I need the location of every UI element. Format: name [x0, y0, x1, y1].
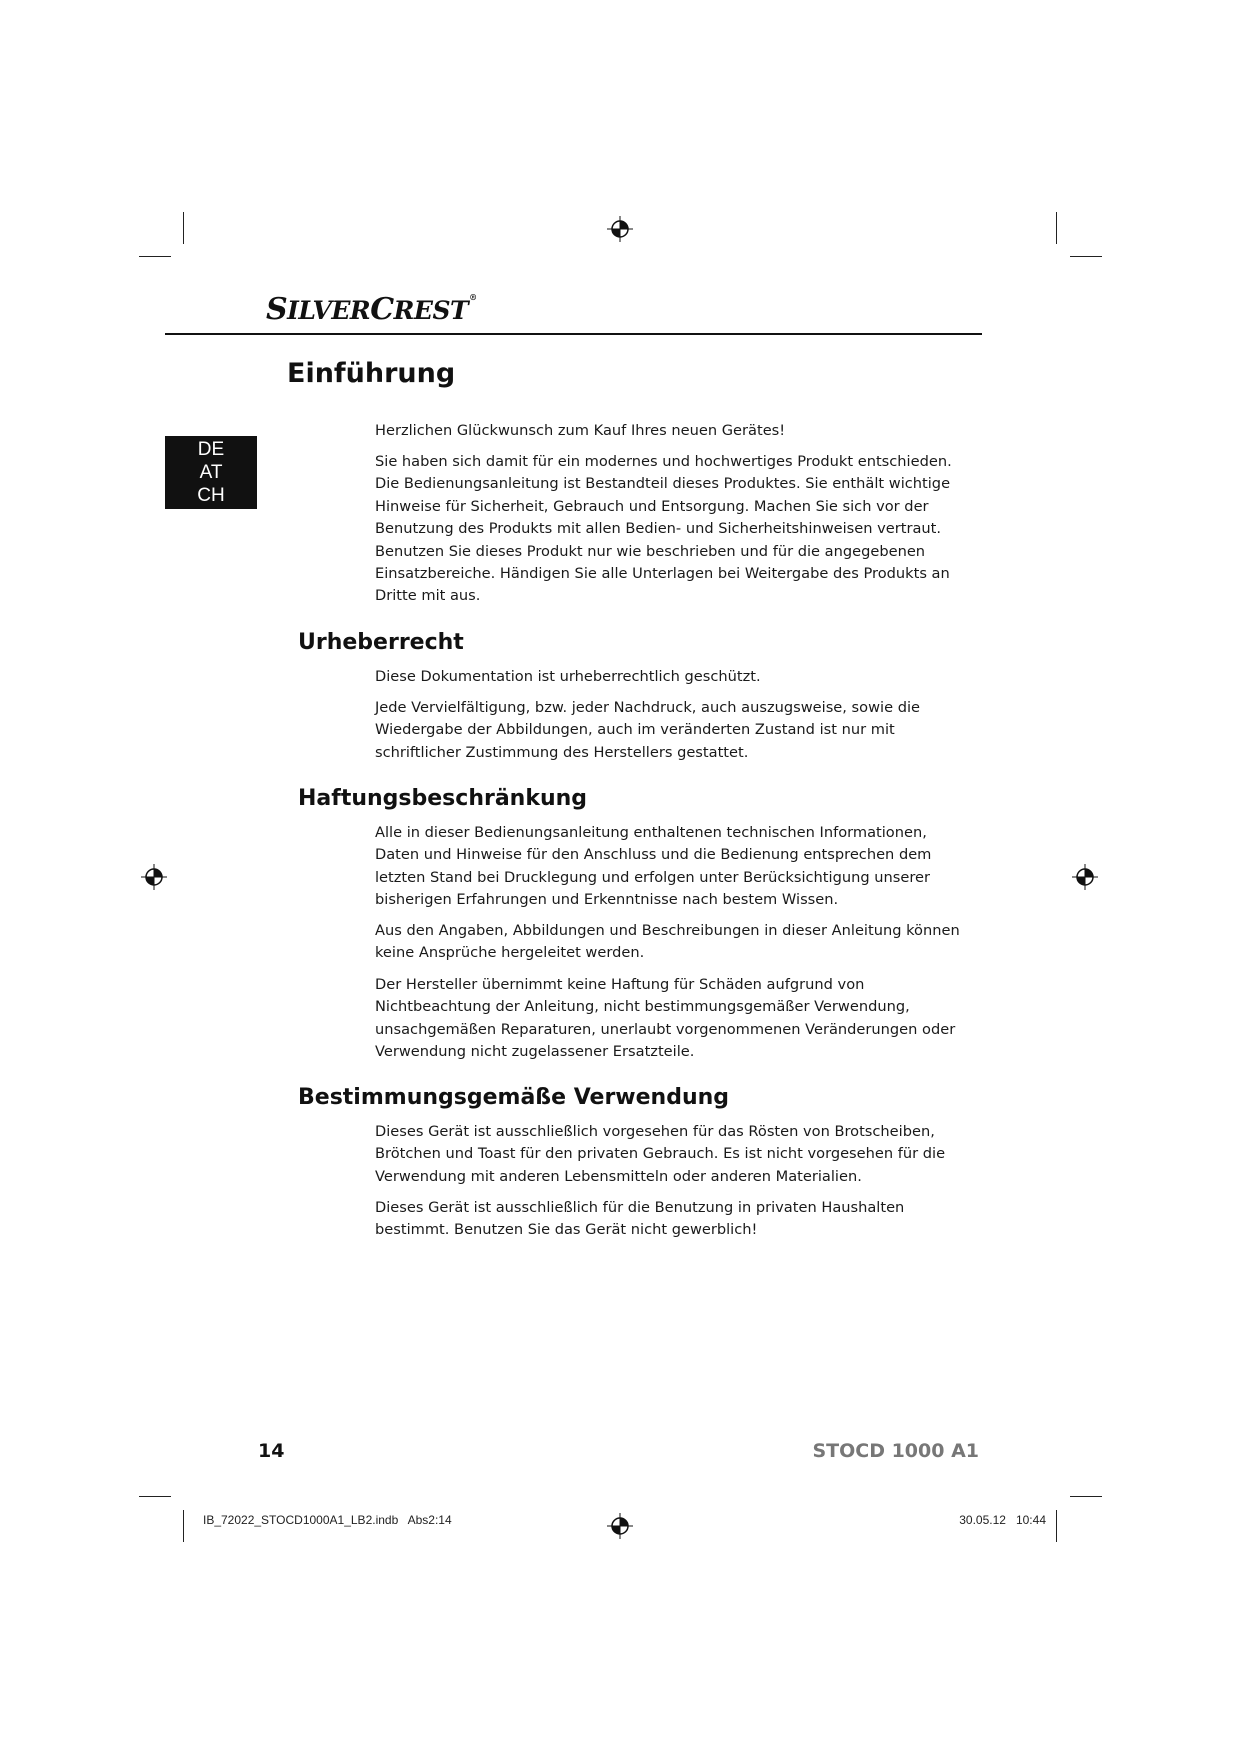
crop-mark-top-right-h — [1070, 256, 1102, 257]
language-code: CH — [197, 485, 225, 506]
crop-mark-top-right-v — [1056, 212, 1057, 244]
page-title: Einführung — [287, 358, 456, 389]
registration-mark-icon — [607, 1513, 633, 1539]
language-code: AT — [199, 462, 223, 483]
crop-mark-top-left-v — [183, 212, 184, 244]
model-number: STOCD 1000 A1 — [812, 1440, 979, 1462]
liability-paragraph: Aus den Angaben, Abbildungen und Beschreibungen in dieser Anleitung können keine Ansprüche hergeleitet werden. — [375, 922, 960, 962]
intended-use-paragraph: Dieses Gerät ist ausschließlich vorgesehen für das Rösten von Brotscheiben, Brötchen und Toast für den privaten Gebrauch. Es ist nicht vorgesehen für die Verwendung mit anderen Lebensmitteln oder anderen Materialien. — [375, 1123, 946, 1185]
intro-paragraph: Herzlichen Glückwunsch zum Kauf Ihres neuen Gerätes! — [375, 422, 786, 439]
copyright-paragraph: Jede Vervielfältigung, bzw. jeder Nachdruck, auch auszugsweise, sowie die Wiedergabe der Abbildungen, auch im veränderten Zustand ist nur mit schriftlicher Zustimmung des Herstellers gestattet. — [375, 699, 920, 761]
section-heading-copyright: Urheberrecht — [298, 630, 464, 655]
crop-mark-bottom-right-h — [1070, 1496, 1102, 1497]
section-heading-intended-use: Bestimmungsgemäße Verwendung — [298, 1085, 730, 1110]
page-number: 14 — [258, 1440, 285, 1462]
registration-mark-icon — [1072, 864, 1098, 890]
registered-mark: ® — [469, 292, 477, 302]
section-heading-liability: Haftungsbeschränkung — [298, 786, 588, 811]
liability-paragraph: Der Hersteller übernimmt keine Haftung für Schäden aufgrund von Nichtbeachtung der Anleitung, nicht bestimmungsgemäßer Verwendung, unsachgemäßen Reparaturen, unerlaubt vorgenommenen Veränderungen oder Verwendung nicht zugelassener Ersatzteile. — [375, 976, 956, 1061]
liability-paragraph: Alle in dieser Bedienungsanleitung enthaltenen technischen Informationen, Daten und Hinweise für den Anschluss und die Bedienung entsprechen dem letzten Stand bei Drucklegung und erfolgen unter Berücksichtigung unserer bisherigen Erfahrungen und Erkenntnisse nach bestem Wissen. — [375, 824, 932, 909]
crop-mark-top-left-h — [139, 256, 171, 257]
logo-letter: C — [370, 292, 394, 327]
copyright-paragraph: Diese Dokumentation ist urheberrechtlich geschützt. — [375, 668, 761, 685]
crop-mark-bottom-left-h — [139, 1496, 171, 1497]
print-slug-file: IB_72022_STOCD1000A1_LB2.indb Abs2:14 — [203, 1513, 452, 1527]
logo-text: ILVER — [287, 296, 371, 325]
intended-use-paragraph: Dieses Gerät ist ausschließlich für die Benutzung in privaten Haushalten bestimmt. Benutzen Sie das Gerät nicht gewerblich! — [375, 1199, 905, 1239]
registration-mark-icon — [607, 216, 633, 242]
print-slug-date: 30.05.12 10:44 — [959, 1513, 1046, 1527]
header-rule — [165, 333, 982, 335]
silvercrest-logo — [266, 292, 477, 327]
intro-paragraph: Sie haben sich damit für ein modernes und hochwertiges Produkt entschieden. Die Bedienungsanleitung ist Bestandteil dieses Produktes. Sie enthält wichtige Hinweise für Sicherheit, Gebrauch und Entsorgung. Machen Sie sich vor der Benutzung des Produkts mit allen Bedien- und Sicherheitshinweisen vertraut. Benutzen Sie dieses Produkt nur wie beschrieben und für die angegebenen Einsatzbereiche. Händigen Sie alle Unterlagen bei Weitergabe des Produkts an Dritte mit aus. — [375, 453, 952, 605]
crop-mark-bottom-left-v — [183, 1510, 184, 1542]
language-tab — [165, 436, 257, 509]
crop-mark-bottom-right-v — [1056, 1510, 1057, 1542]
logo-text: REST — [393, 296, 469, 325]
registration-mark-icon — [141, 864, 167, 890]
language-code: DE — [197, 439, 225, 460]
logo-letter: S — [266, 292, 288, 327]
